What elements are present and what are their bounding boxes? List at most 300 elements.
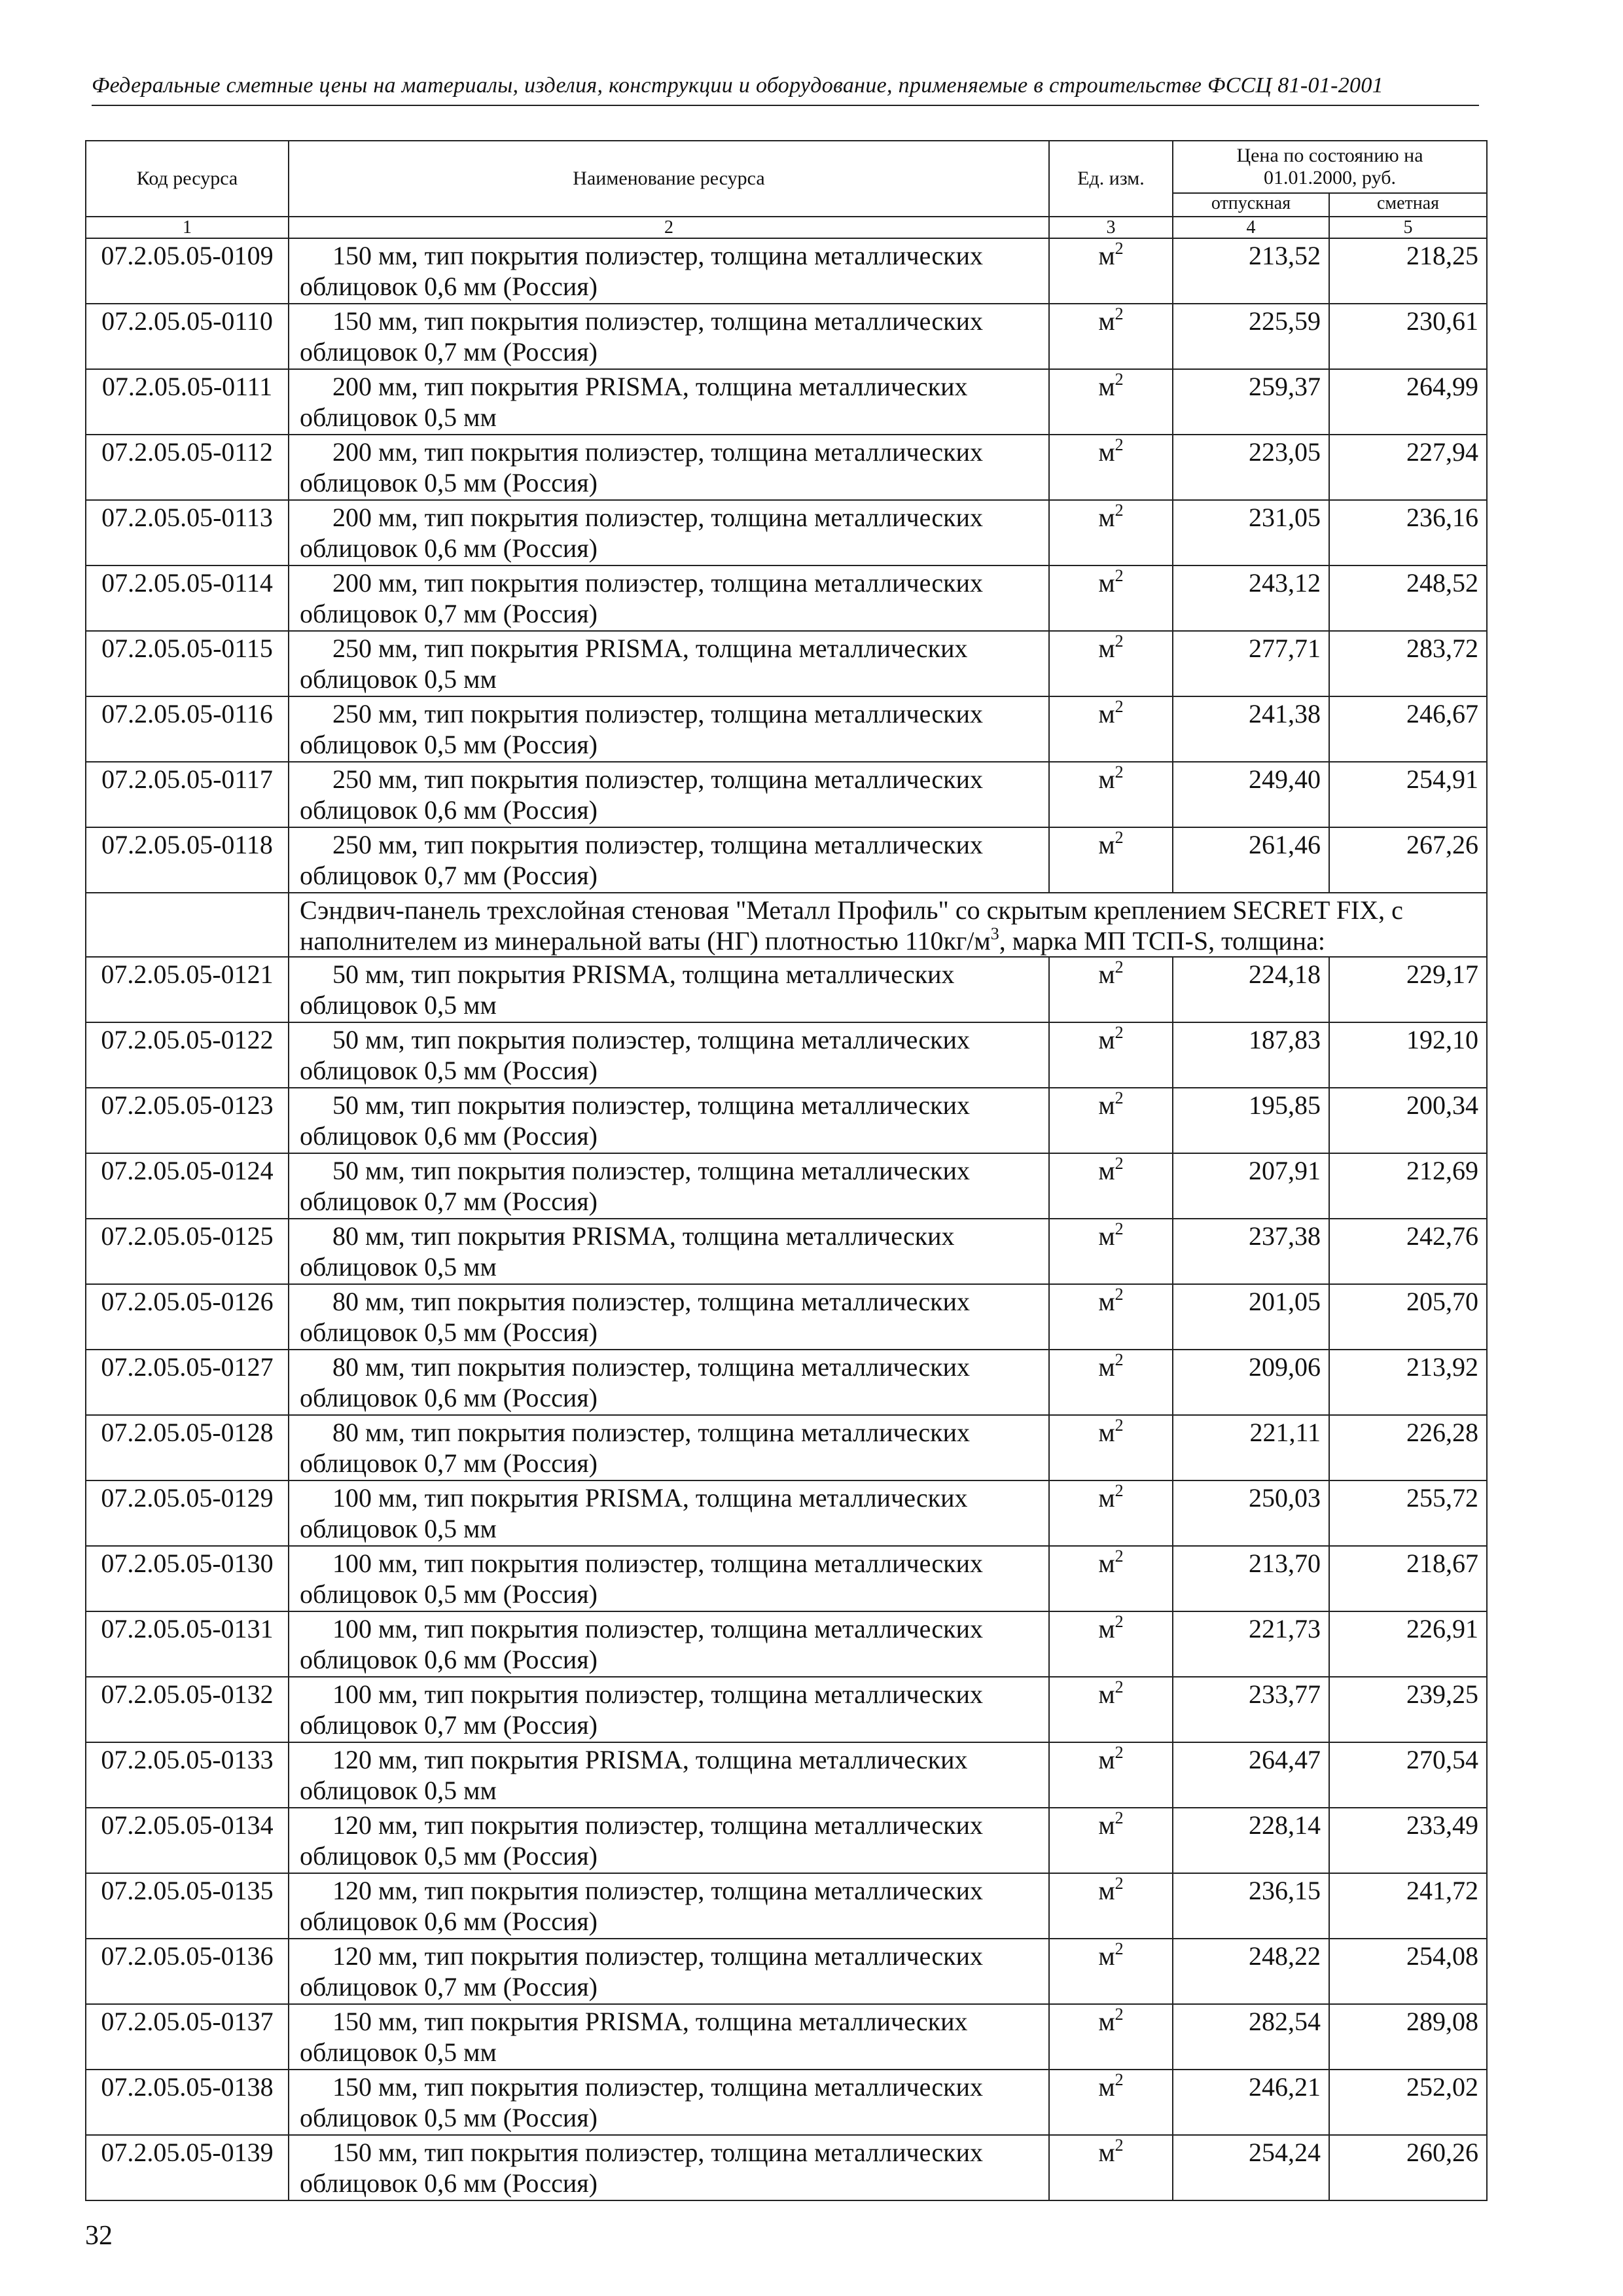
resource-name-line1: 50 мм, тип покрытия полиэстер, толщина металлических bbox=[332, 1156, 971, 1185]
price-estimate: 241,72 bbox=[1329, 1873, 1487, 1939]
resource-name bbox=[289, 304, 1049, 369]
unit-text: м bbox=[1098, 2138, 1115, 2167]
price-release: 236,15 bbox=[1173, 1873, 1329, 1939]
price-estimate: 242,76 bbox=[1329, 1219, 1487, 1284]
unit-text: м bbox=[1098, 372, 1115, 401]
resource-code: 07.2.05.05-0134 bbox=[86, 1808, 289, 1873]
unit-text: м bbox=[1098, 568, 1115, 598]
resource-code: 07.2.05.05-0114 bbox=[86, 565, 289, 631]
price-estimate: 289,08 bbox=[1329, 2004, 1487, 2070]
price-release: 277,71 bbox=[1173, 631, 1329, 696]
resource-name bbox=[289, 1677, 1049, 1742]
unit-text: м bbox=[1098, 764, 1115, 794]
unit-of-measure bbox=[1049, 1939, 1173, 2004]
unit-text: м bbox=[1098, 2072, 1115, 2102]
header-unit: Ед. изм. bbox=[1049, 141, 1173, 217]
price-estimate: 270,54 bbox=[1329, 1742, 1487, 1808]
unit-text: м bbox=[1098, 503, 1115, 532]
resource-code: 07.2.05.05-0125 bbox=[86, 1219, 289, 1284]
price-estimate: 192,10 bbox=[1329, 1022, 1487, 1088]
resource-name-line1: 100 мм, тип покрытия полиэстер, толщина металлических bbox=[332, 1679, 984, 1709]
resource-code: 07.2.05.05-0130 bbox=[86, 1546, 289, 1611]
unit-of-measure bbox=[1049, 369, 1173, 435]
resource-code: 07.2.05.05-0129 bbox=[86, 1480, 289, 1546]
resource-code: 07.2.05.05-0136 bbox=[86, 1939, 289, 2004]
unit-of-measure bbox=[1049, 1742, 1173, 1808]
price-release: 254,24 bbox=[1173, 2135, 1329, 2200]
column-number: 4 bbox=[1173, 217, 1329, 238]
resource-name-line1: 200 мм, тип покрытия полиэстер, толщина металлических bbox=[332, 568, 984, 598]
resource-name-line1: 80 мм, тип покрытия полиэстер, толщина металлических bbox=[332, 1287, 971, 1316]
table-row bbox=[86, 762, 1487, 827]
unit-of-measure bbox=[1049, 1284, 1173, 1350]
resource-code: 07.2.05.05-0116 bbox=[86, 696, 289, 762]
price-release: 207,91 bbox=[1173, 1153, 1329, 1219]
resource-name-line1: 100 мм, тип покрытия полиэстер, толщина металлических bbox=[332, 1549, 984, 1578]
unit-text: м bbox=[1098, 306, 1115, 336]
resource-name bbox=[289, 1088, 1049, 1153]
unit-exponent: 2 bbox=[1115, 1612, 1124, 1631]
price-estimate: 227,94 bbox=[1329, 435, 1487, 500]
unit-text: м bbox=[1098, 830, 1115, 859]
unit-exponent: 2 bbox=[1115, 1547, 1124, 1566]
unit-text: м bbox=[1098, 1090, 1115, 1120]
resource-name-line1: 100 мм, тип покрытия PRISMA, толщина металлических bbox=[332, 1483, 968, 1513]
unit-text: м bbox=[1098, 1221, 1115, 1251]
table-row bbox=[86, 1219, 1487, 1284]
column-number: 5 bbox=[1329, 217, 1487, 238]
unit-exponent: 2 bbox=[1115, 370, 1124, 389]
resource-name bbox=[289, 369, 1049, 435]
resource-name-line2: облицовок 0,6 мм (Россия) bbox=[300, 795, 597, 825]
group-heading-sup: 3 bbox=[990, 924, 999, 943]
resource-code: 07.2.05.05-0110 bbox=[86, 304, 289, 369]
header-name: Наименование ресурса bbox=[289, 141, 1049, 217]
resource-name bbox=[289, 1611, 1049, 1677]
resource-name-line1: 250 мм, тип покрытия полиэстер, толщина металлических bbox=[332, 699, 984, 728]
unit-of-measure bbox=[1049, 1677, 1173, 1742]
resource-name-line2: облицовок 0,5 мм (Россия) bbox=[300, 1841, 597, 1871]
unit-of-measure bbox=[1049, 304, 1173, 369]
resource-name bbox=[289, 565, 1049, 631]
table-row bbox=[86, 1284, 1487, 1350]
resource-name-line1: 250 мм, тип покрытия PRISMA, толщина металлических bbox=[332, 634, 968, 663]
group-heading-row bbox=[86, 893, 1487, 957]
unit-exponent: 2 bbox=[1115, 566, 1124, 585]
resource-name bbox=[289, 631, 1049, 696]
resource-name bbox=[289, 1022, 1049, 1088]
table-row bbox=[86, 1742, 1487, 1808]
price-estimate: 230,61 bbox=[1329, 304, 1487, 369]
header-code: Код ресурса bbox=[86, 141, 289, 217]
resource-code: 07.2.05.05-0128 bbox=[86, 1415, 289, 1480]
resource-code: 07.2.05.05-0127 bbox=[86, 1350, 289, 1415]
resource-name bbox=[289, 435, 1049, 500]
resource-code: 07.2.05.05-0135 bbox=[86, 1873, 289, 1939]
unit-exponent: 2 bbox=[1115, 2005, 1124, 2024]
unit-of-measure bbox=[1049, 1611, 1173, 1677]
price-estimate: 254,91 bbox=[1329, 762, 1487, 827]
unit-text: м bbox=[1098, 1810, 1115, 1840]
resource-name-line2: облицовок 0,7 мм (Россия) bbox=[300, 1710, 597, 1740]
table-row bbox=[86, 1022, 1487, 1088]
unit-of-measure bbox=[1049, 827, 1173, 893]
resource-name bbox=[289, 2004, 1049, 2070]
resource-name-line2: облицовок 0,7 мм (Россия) bbox=[300, 1187, 597, 1216]
table-body-lower bbox=[86, 957, 1487, 2200]
unit-of-measure bbox=[1049, 2070, 1173, 2135]
table-row bbox=[86, 238, 1487, 304]
price-release: 282,54 bbox=[1173, 2004, 1329, 2070]
resource-code: 07.2.05.05-0115 bbox=[86, 631, 289, 696]
resource-name bbox=[289, 1873, 1049, 1939]
price-release: 213,70 bbox=[1173, 1546, 1329, 1611]
table-row bbox=[86, 2004, 1487, 2070]
resource-name-line2: облицовок 0,6 мм (Россия) bbox=[300, 1383, 597, 1412]
resource-code: 07.2.05.05-0138 bbox=[86, 2070, 289, 2135]
price-release: 213,52 bbox=[1173, 238, 1329, 304]
column-number: 2 bbox=[289, 217, 1049, 238]
table-row bbox=[86, 500, 1487, 565]
resource-name-line2: облицовок 0,6 мм (Россия) bbox=[300, 533, 597, 563]
table-row bbox=[86, 1153, 1487, 1219]
price-estimate: 200,34 bbox=[1329, 1088, 1487, 1153]
price-release: 237,38 bbox=[1173, 1219, 1329, 1284]
unit-of-measure bbox=[1049, 1350, 1173, 1415]
resource-name bbox=[289, 2070, 1049, 2135]
resource-name-line2: облицовок 0,7 мм (Россия) bbox=[300, 861, 597, 890]
resource-name bbox=[289, 1480, 1049, 1546]
table-row bbox=[86, 304, 1487, 369]
unit-of-measure bbox=[1049, 1153, 1173, 1219]
price-estimate: 252,02 bbox=[1329, 2070, 1487, 2135]
resource-name-line2: облицовок 0,5 мм (Россия) bbox=[300, 730, 597, 759]
resource-name-line2: облицовок 0,6 мм (Россия) bbox=[300, 272, 597, 301]
unit-text: м bbox=[1098, 241, 1115, 270]
unit-exponent: 2 bbox=[1115, 762, 1124, 781]
price-release: 228,14 bbox=[1173, 1808, 1329, 1873]
table-row bbox=[86, 696, 1487, 762]
price-estimate: 226,91 bbox=[1329, 1611, 1487, 1677]
table-row bbox=[86, 2135, 1487, 2200]
unit-text: м bbox=[1098, 1941, 1115, 1971]
price-estimate: 264,99 bbox=[1329, 369, 1487, 435]
group-heading bbox=[289, 893, 1487, 957]
resource-name bbox=[289, 1939, 1049, 2004]
unit-exponent: 2 bbox=[1115, 1088, 1124, 1107]
resource-name bbox=[289, 1546, 1049, 1611]
resource-name-line1: 120 мм, тип покрытия полиэстер, толщина металлических bbox=[332, 1876, 984, 1905]
table-row bbox=[86, 1677, 1487, 1742]
unit-of-measure bbox=[1049, 762, 1173, 827]
table-row bbox=[86, 631, 1487, 696]
resource-name bbox=[289, 1284, 1049, 1350]
resource-code: 07.2.05.05-0111 bbox=[86, 369, 289, 435]
price-release: 221,11 bbox=[1173, 1415, 1329, 1480]
resource-name bbox=[289, 2135, 1049, 2200]
price-release: 221,73 bbox=[1173, 1611, 1329, 1677]
header-price-release: отпускная bbox=[1173, 193, 1329, 217]
price-release: 259,37 bbox=[1173, 369, 1329, 435]
table-row bbox=[86, 1873, 1487, 1939]
price-estimate: 239,25 bbox=[1329, 1677, 1487, 1742]
resource-code: 07.2.05.05-0131 bbox=[86, 1611, 289, 1677]
price-estimate: 213,92 bbox=[1329, 1350, 1487, 1415]
table-row bbox=[86, 2070, 1487, 2135]
header-price-group: Цена по состоянию на 01.01.2000, руб. bbox=[1173, 141, 1487, 193]
table-row bbox=[86, 1350, 1487, 1415]
unit-exponent: 2 bbox=[1115, 304, 1124, 323]
unit-of-measure bbox=[1049, 957, 1173, 1022]
price-estimate: 260,26 bbox=[1329, 2135, 1487, 2200]
price-estimate: 205,70 bbox=[1329, 1284, 1487, 1350]
unit-of-measure bbox=[1049, 696, 1173, 762]
unit-exponent: 2 bbox=[1115, 1808, 1124, 1827]
resource-name bbox=[289, 500, 1049, 565]
table-row bbox=[86, 827, 1487, 893]
column-number-row bbox=[86, 217, 1487, 238]
price-release: 264,47 bbox=[1173, 1742, 1329, 1808]
unit-of-measure bbox=[1049, 1088, 1173, 1153]
table-body-upper bbox=[86, 238, 1487, 893]
unit-exponent: 2 bbox=[1115, 1416, 1124, 1435]
price-estimate: 212,69 bbox=[1329, 1153, 1487, 1219]
resource-name-line1: 80 мм, тип покрытия PRISMA, толщина металлических bbox=[332, 1221, 955, 1251]
unit-of-measure bbox=[1049, 2135, 1173, 2200]
resource-name bbox=[289, 696, 1049, 762]
resource-name-line1: 150 мм, тип покрытия полиэстер, толщина металлических bbox=[332, 2138, 984, 2167]
resource-name-line2: облицовок 0,6 мм (Россия) bbox=[300, 1645, 597, 1674]
unit-exponent: 2 bbox=[1115, 1350, 1124, 1369]
resource-code: 07.2.05.05-0123 bbox=[86, 1088, 289, 1153]
resource-name-line1: 150 мм, тип покрытия полиэстер, толщина металлических bbox=[332, 306, 984, 336]
unit-of-measure bbox=[1049, 1022, 1173, 1088]
price-release: 241,38 bbox=[1173, 696, 1329, 762]
group-heading-line2-end: , марка МП ТСП-S, толщина: bbox=[999, 926, 1325, 956]
unit-of-measure bbox=[1049, 1546, 1173, 1611]
unit-exponent: 2 bbox=[1115, 1743, 1124, 1762]
unit-of-measure bbox=[1049, 1415, 1173, 1480]
table-row bbox=[86, 1808, 1487, 1873]
unit-text: м bbox=[1098, 437, 1115, 467]
unit-exponent: 2 bbox=[1115, 2070, 1124, 2089]
header-price-estimate: сметная bbox=[1329, 193, 1487, 217]
table-row bbox=[86, 1480, 1487, 1546]
unit-exponent: 2 bbox=[1115, 2136, 1124, 2155]
unit-exponent: 2 bbox=[1115, 239, 1124, 258]
price-release: 243,12 bbox=[1173, 565, 1329, 631]
table-row bbox=[86, 1546, 1487, 1611]
unit-of-measure bbox=[1049, 238, 1173, 304]
unit-of-measure bbox=[1049, 1808, 1173, 1873]
resource-name-line2: облицовок 0,5 мм bbox=[300, 1252, 497, 1282]
price-estimate: 283,72 bbox=[1329, 631, 1487, 696]
price-table bbox=[85, 140, 1488, 2201]
table-row bbox=[86, 565, 1487, 631]
price-release: 209,06 bbox=[1173, 1350, 1329, 1415]
unit-of-measure bbox=[1049, 2004, 1173, 2070]
resource-name bbox=[289, 1153, 1049, 1219]
resource-name-line2: облицовок 0,5 мм (Россия) bbox=[300, 468, 597, 497]
resource-name-line2: облицовок 0,5 мм bbox=[300, 990, 497, 1020]
price-release: 225,59 bbox=[1173, 304, 1329, 369]
unit-of-measure bbox=[1049, 631, 1173, 696]
price-release: 261,46 bbox=[1173, 827, 1329, 893]
price-estimate: 267,26 bbox=[1329, 827, 1487, 893]
price-release: 187,83 bbox=[1173, 1022, 1329, 1088]
unit-exponent: 2 bbox=[1115, 1285, 1124, 1304]
unit-text: м bbox=[1098, 1549, 1115, 1578]
resource-name-line1: 120 мм, тип покрытия полиэстер, толщина металлических bbox=[332, 1941, 984, 1971]
resource-name-line2: облицовок 0,5 мм bbox=[300, 403, 497, 432]
resource-name bbox=[289, 1742, 1049, 1808]
resource-code: 07.2.05.05-0109 bbox=[86, 238, 289, 304]
resource-name-line2: облицовок 0,6 мм (Россия) bbox=[300, 1907, 597, 1936]
resource-name-line2: облицовок 0,7 мм (Россия) bbox=[300, 1448, 597, 1478]
unit-exponent: 2 bbox=[1115, 828, 1124, 847]
unit-of-measure bbox=[1049, 1480, 1173, 1546]
resource-name-line1: 150 мм, тип покрытия полиэстер, толщина металлических bbox=[332, 241, 984, 270]
resource-name-line1: 250 мм, тип покрытия полиэстер, толщина металлических bbox=[332, 764, 984, 794]
resource-name bbox=[289, 957, 1049, 1022]
resource-name-line1: 200 мм, тип покрытия полиэстер, толщина металлических bbox=[332, 437, 984, 467]
group-heading-code-cell bbox=[86, 893, 289, 957]
resource-name-line2: облицовок 0,5 мм (Россия) bbox=[300, 2103, 597, 2132]
price-estimate: 229,17 bbox=[1329, 957, 1487, 1022]
price-release: 231,05 bbox=[1173, 500, 1329, 565]
price-estimate: 254,08 bbox=[1329, 1939, 1487, 2004]
resource-name-line1: 200 мм, тип покрытия PRISMA, толщина металлических bbox=[332, 372, 968, 401]
unit-text: м bbox=[1098, 1483, 1115, 1513]
price-release: 201,05 bbox=[1173, 1284, 1329, 1350]
resource-name-line2: облицовок 0,5 мм bbox=[300, 1514, 497, 1543]
group-heading-line2: наполнителем из минеральной ваты (НГ) плотностью 110кг/м bbox=[300, 926, 991, 956]
resource-name bbox=[289, 762, 1049, 827]
unit-exponent: 2 bbox=[1115, 1677, 1124, 1696]
page-number: 32 bbox=[85, 2221, 113, 2251]
unit-text: м bbox=[1098, 1352, 1115, 1382]
resource-name-line2: облицовок 0,5 мм bbox=[300, 664, 497, 694]
resource-code: 07.2.05.05-0112 bbox=[86, 435, 289, 500]
resource-name-line2: облицовок 0,7 мм (Россия) bbox=[300, 599, 597, 628]
resource-name-line2: облицовок 0,5 мм bbox=[300, 1776, 497, 1805]
unit-exponent: 2 bbox=[1115, 1874, 1124, 1893]
resource-name bbox=[289, 1415, 1049, 1480]
table-row bbox=[86, 435, 1487, 500]
unit-of-measure bbox=[1049, 500, 1173, 565]
price-release: 224,18 bbox=[1173, 957, 1329, 1022]
resource-code: 07.2.05.05-0133 bbox=[86, 1742, 289, 1808]
column-number: 1 bbox=[86, 217, 289, 238]
resource-code: 07.2.05.05-0121 bbox=[86, 957, 289, 1022]
price-release: 249,40 bbox=[1173, 762, 1329, 827]
unit-exponent: 2 bbox=[1115, 1023, 1124, 1042]
unit-of-measure bbox=[1049, 435, 1173, 500]
price-estimate: 236,16 bbox=[1329, 500, 1487, 565]
table-row bbox=[86, 1415, 1487, 1480]
column-number: 3 bbox=[1049, 217, 1173, 238]
resource-name-line1: 150 мм, тип покрытия PRISMA, толщина металлических bbox=[332, 2007, 968, 2036]
unit-text: м bbox=[1098, 1745, 1115, 1774]
price-estimate: 255,72 bbox=[1329, 1480, 1487, 1546]
resource-code: 07.2.05.05-0118 bbox=[86, 827, 289, 893]
resource-name bbox=[289, 1219, 1049, 1284]
price-estimate: 248,52 bbox=[1329, 565, 1487, 631]
resource-name-line2: облицовок 0,5 мм bbox=[300, 2037, 497, 2067]
resource-code: 07.2.05.05-0132 bbox=[86, 1677, 289, 1742]
price-release: 246,21 bbox=[1173, 2070, 1329, 2135]
unit-text: м bbox=[1098, 1287, 1115, 1316]
group-heading-line1: Сэндвич-панель трехслойная стеновая "Металл Профиль" со скрытым креплением SECRET FIX, с bbox=[300, 895, 1403, 925]
unit-text: м bbox=[1098, 2007, 1115, 2036]
resource-name-line1: 100 мм, тип покрытия полиэстер, толщина металлических bbox=[332, 1614, 984, 1643]
price-release: 233,77 bbox=[1173, 1677, 1329, 1742]
resource-name-line1: 250 мм, тип покрытия полиэстер, толщина металлических bbox=[332, 830, 984, 859]
price-estimate: 246,67 bbox=[1329, 696, 1487, 762]
resource-name-line1: 50 мм, тип покрытия полиэстер, толщина металлических bbox=[332, 1025, 971, 1054]
unit-exponent: 2 bbox=[1115, 1939, 1124, 1958]
unit-text: м bbox=[1098, 699, 1115, 728]
unit-exponent: 2 bbox=[1115, 632, 1124, 651]
resource-name-line2: облицовок 0,5 мм (Россия) bbox=[300, 1318, 597, 1347]
resource-name-line1: 120 мм, тип покрытия полиэстер, толщина металлических bbox=[332, 1810, 984, 1840]
table-row bbox=[86, 957, 1487, 1022]
unit-text: м bbox=[1098, 1025, 1115, 1054]
resource-name bbox=[289, 238, 1049, 304]
price-estimate: 218,67 bbox=[1329, 1546, 1487, 1611]
unit-text: м bbox=[1098, 634, 1115, 663]
price-estimate: 218,25 bbox=[1329, 238, 1487, 304]
unit-text: м bbox=[1098, 960, 1115, 989]
resource-code: 07.2.05.05-0137 bbox=[86, 2004, 289, 2070]
resource-name-line2: облицовок 0,5 мм (Россия) bbox=[300, 1056, 597, 1085]
resource-name-line1: 200 мм, тип покрытия полиэстер, толщина металлических bbox=[332, 503, 984, 532]
resource-code: 07.2.05.05-0122 bbox=[86, 1022, 289, 1088]
price-estimate: 226,28 bbox=[1329, 1415, 1487, 1480]
table-row bbox=[86, 1088, 1487, 1153]
resource-name-line1: 120 мм, тип покрытия PRISMA, толщина металлических bbox=[332, 1745, 968, 1774]
unit-text: м bbox=[1098, 1156, 1115, 1185]
running-head: Федеральные сметные цены на материалы, изделия, конструкции и оборудование, применяемые в строительстве ФССЦ 81-01-2001 bbox=[92, 73, 1383, 98]
resource-name-line2: облицовок 0,5 мм (Россия) bbox=[300, 1579, 597, 1609]
table-row bbox=[86, 369, 1487, 435]
resource-name-line1: 80 мм, тип покрытия полиэстер, толщина металлических bbox=[332, 1418, 971, 1447]
resource-name-line2: облицовок 0,7 мм (Россия) bbox=[300, 337, 597, 367]
unit-of-measure bbox=[1049, 565, 1173, 631]
resource-code: 07.2.05.05-0139 bbox=[86, 2135, 289, 2200]
price-release: 250,03 bbox=[1173, 1480, 1329, 1546]
resource-code: 07.2.05.05-0126 bbox=[86, 1284, 289, 1350]
unit-exponent: 2 bbox=[1115, 501, 1124, 520]
unit-exponent: 2 bbox=[1115, 1481, 1124, 1500]
price-release: 195,85 bbox=[1173, 1088, 1329, 1153]
group-heading-body bbox=[86, 893, 1487, 957]
price-release: 223,05 bbox=[1173, 435, 1329, 500]
unit-text: м bbox=[1098, 1614, 1115, 1643]
resource-name-line1: 50 мм, тип покрытия PRISMA, толщина металлических bbox=[332, 960, 955, 989]
resource-name-line1: 150 мм, тип покрытия полиэстер, толщина металлических bbox=[332, 2072, 984, 2102]
resource-name-line1: 50 мм, тип покрытия полиэстер, толщина металлических bbox=[332, 1090, 971, 1120]
resource-name-line2: облицовок 0,6 мм (Россия) bbox=[300, 1121, 597, 1151]
resource-code: 07.2.05.05-0117 bbox=[86, 762, 289, 827]
unit-exponent: 2 bbox=[1115, 958, 1124, 977]
unit-exponent: 2 bbox=[1115, 1219, 1124, 1238]
unit-of-measure bbox=[1049, 1219, 1173, 1284]
table-row bbox=[86, 1611, 1487, 1677]
unit-exponent: 2 bbox=[1115, 435, 1124, 454]
table-row bbox=[86, 1939, 1487, 2004]
resource-name bbox=[289, 827, 1049, 893]
